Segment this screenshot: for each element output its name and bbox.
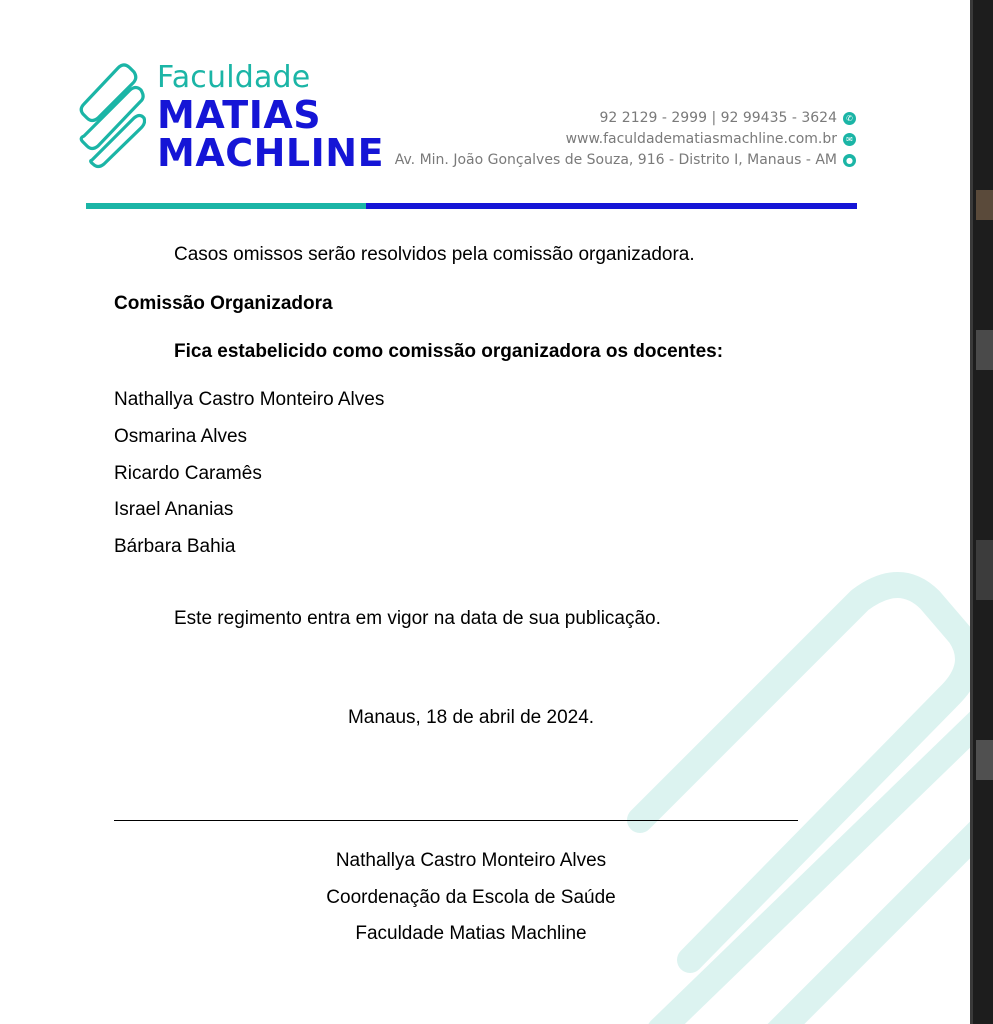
strip-thumbnail [976,190,993,220]
brand-faculdade: Faculdade [157,60,311,95]
header-rule-teal [86,203,366,209]
logo-icon [78,60,146,170]
phone-text: 92 2129 - 2999 | 92 99435 - 3624 [599,110,837,126]
paragraph-vigor: Este regimento entra em vigor na data de sua publicação. [174,608,661,629]
committee-member: Osmarina Alves [114,426,248,447]
website-text: www.faculdadematiasmachline.com.br [565,131,837,147]
date-line: Manaus, 18 de abril de 2024. [347,707,595,728]
paragraph-omissos: Casos omissos serão resolvidos pela comissão organizadora. [174,244,695,265]
brand-matias: MATIAS [157,93,322,137]
committee-intro: Fica estabelicido como comissão organizadora os docentes: [174,341,724,362]
committee-member: Bárbara Bahia [114,536,236,557]
section-title: Comissão Organizadora [114,293,333,314]
signature-line [114,820,798,821]
contact-address [395,152,856,168]
adjacent-window-strip [970,0,993,1024]
committee-member: Nathallya Castro Monteiro Alves [114,389,385,410]
strip-thumbnail [976,330,993,370]
window-edge [970,0,973,1024]
committee-member: Israel Ananias [114,499,234,520]
committee-member: Ricardo Caramês [114,463,262,484]
contact-phone [600,110,856,126]
signature-role: Coordenação da Escola de Saúde [326,887,616,908]
signature-institution: Faculdade Matias Machline [355,923,587,944]
email-icon: ✉ [843,133,856,146]
address-text: Av. Min. João Gonçalves de Souza, 916 - Distrito I, Manaus - AM [394,152,837,168]
contact-website [566,131,856,147]
signature-name: Nathallya Castro Monteiro Alves [335,850,607,871]
strip-thumbnail [976,540,993,600]
whatsapp-icon: ✆ [843,112,856,125]
strip-thumbnail [976,740,993,780]
location-icon: ● [843,154,856,167]
brand-machline: MACHLINE [157,131,385,175]
header-rule-blue [366,203,857,209]
